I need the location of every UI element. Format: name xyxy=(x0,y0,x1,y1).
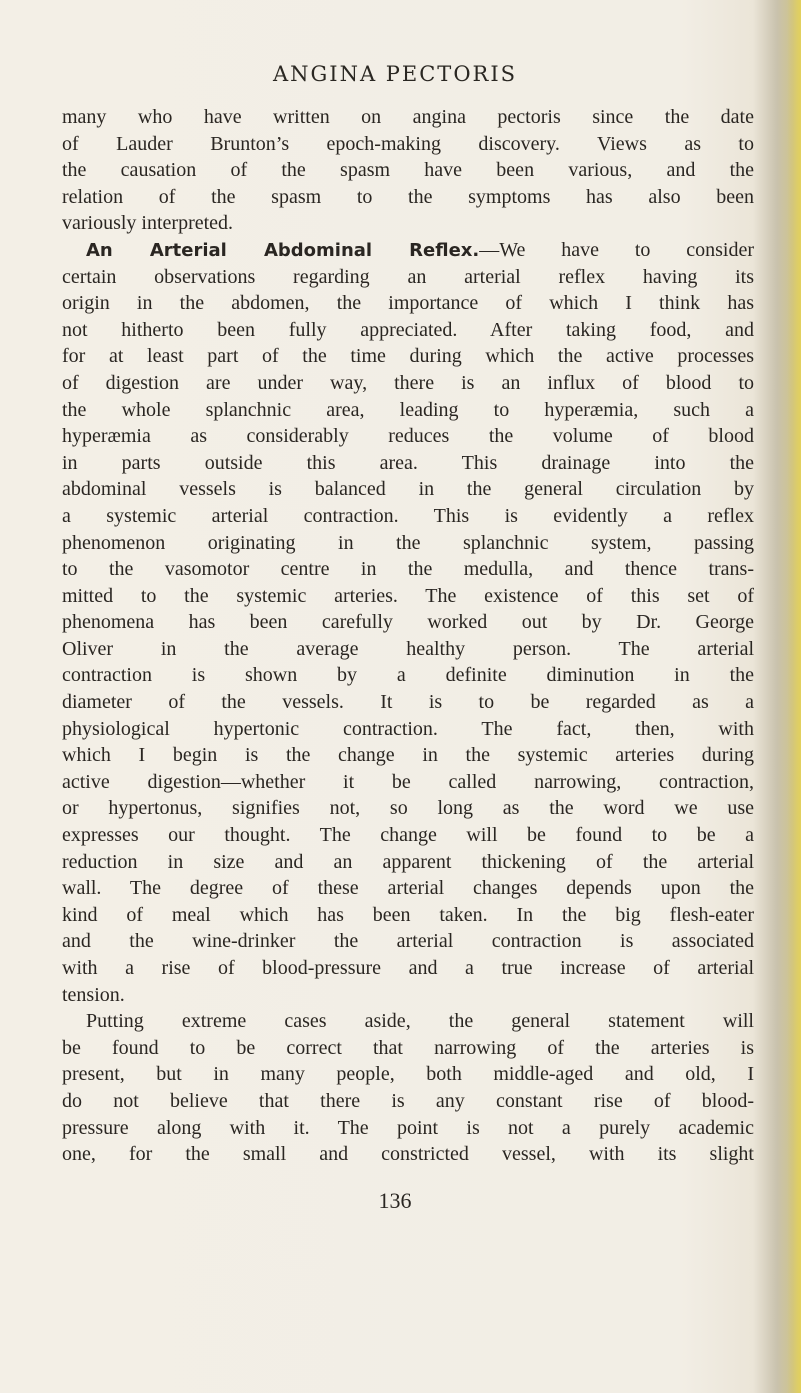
page-edge-shadow xyxy=(787,0,801,1393)
text-line: reduction in size and an apparent thickening of the arterial xyxy=(62,850,754,873)
text-line: wall. The degree of these arterial changes depends upon the xyxy=(62,877,754,900)
section-heading-line xyxy=(62,237,754,264)
text-line: a systemic arterial contraction. This is evidently a reflex xyxy=(62,504,754,527)
text-line: hyperæmia as considerably reduces the volume of blood xyxy=(62,425,754,448)
running-head: ANGINA PECTORIS xyxy=(272,62,518,86)
text-line: tension. xyxy=(62,983,125,1006)
text-line: Putting extreme cases aside, the general statement will xyxy=(86,1010,754,1033)
page-number: 136 xyxy=(378,1188,412,1213)
text-line: relation of the spasm to the symptoms has also been xyxy=(62,185,754,208)
text-line: the whole splanchnic area, leading to hyperæmia, such a xyxy=(62,398,754,421)
text-line: of Lauder Brunton’s epoch-making discovery. Views as to xyxy=(62,132,754,155)
text-line: to the vasomotor centre in the medulla, and thence trans- xyxy=(62,558,754,581)
text-line: not hitherto been fully appreciated. After taking food, and xyxy=(62,318,754,341)
text-line: phenomena has been carefully worked out by Dr. George xyxy=(62,611,754,634)
text-line: be found to be correct that narrowing of the arteries is xyxy=(62,1036,754,1059)
text-line: abdominal vessels is balanced in the general circulation by xyxy=(62,478,754,501)
section-heading: An Arterial Abdominal Reflex. xyxy=(86,239,480,261)
text-line: which I begin is the change in the systemic arteries during xyxy=(62,744,754,767)
text-line: or hypertonus, signifies not, so long as the word we use xyxy=(62,797,754,820)
body-text xyxy=(62,104,754,1168)
text-line: certain observations regarding an arterial reflex having its xyxy=(62,265,754,288)
text-line: in parts outside this area. This drainage into the xyxy=(62,451,754,474)
text-line: and the wine-drinker the arterial contraction is associated xyxy=(62,930,754,953)
text-line: many who have written on angina pectoris since the date xyxy=(62,106,754,128)
text-line: Oliver in the average healthy person. The arterial xyxy=(62,637,754,660)
text-line: active digestion—whether it be called narrowing, contraction, xyxy=(62,770,754,793)
text-line: mitted to the systemic arteries. The existence of this set of xyxy=(62,584,754,607)
text-line: pressure along with it. The point is not a purely academic xyxy=(62,1116,754,1139)
text-line: the causation of the spasm have been various, and the xyxy=(62,159,754,182)
text-line: contraction is shown by a definite diminution in the xyxy=(62,664,754,687)
text-line: variously interpreted. xyxy=(62,212,234,235)
text-line: kind of meal which has been taken. In the big flesh-eater xyxy=(62,903,754,926)
text-line: present, but in many people, both middle-aged and old, I xyxy=(62,1063,754,1086)
text-line: with a rise of blood-pressure and a true increase of arterial xyxy=(62,957,754,979)
text-line: do not believe that there is any constant rise of blood- xyxy=(62,1089,754,1112)
heading-line-tail: —We have to consider xyxy=(479,238,754,261)
text-line: phenomenon originating in the splanchnic system, passing xyxy=(62,531,754,554)
text-line: for at least part of the time during which the active processes xyxy=(62,345,754,368)
text-line: one, for the small and constricted vessel, with its slight xyxy=(62,1143,754,1166)
text-line: physiological hypertonic contraction. The fact, then, with xyxy=(62,717,754,740)
text-line: expresses our thought. The change will be found to be a xyxy=(62,824,754,847)
text-line: diameter of the vessels. It is to be regarded as a xyxy=(62,691,754,714)
text-line: of digestion are under way, there is an influx of blood to xyxy=(62,371,754,394)
text-line: origin in the abdomen, the importance of which I think has xyxy=(62,292,754,315)
